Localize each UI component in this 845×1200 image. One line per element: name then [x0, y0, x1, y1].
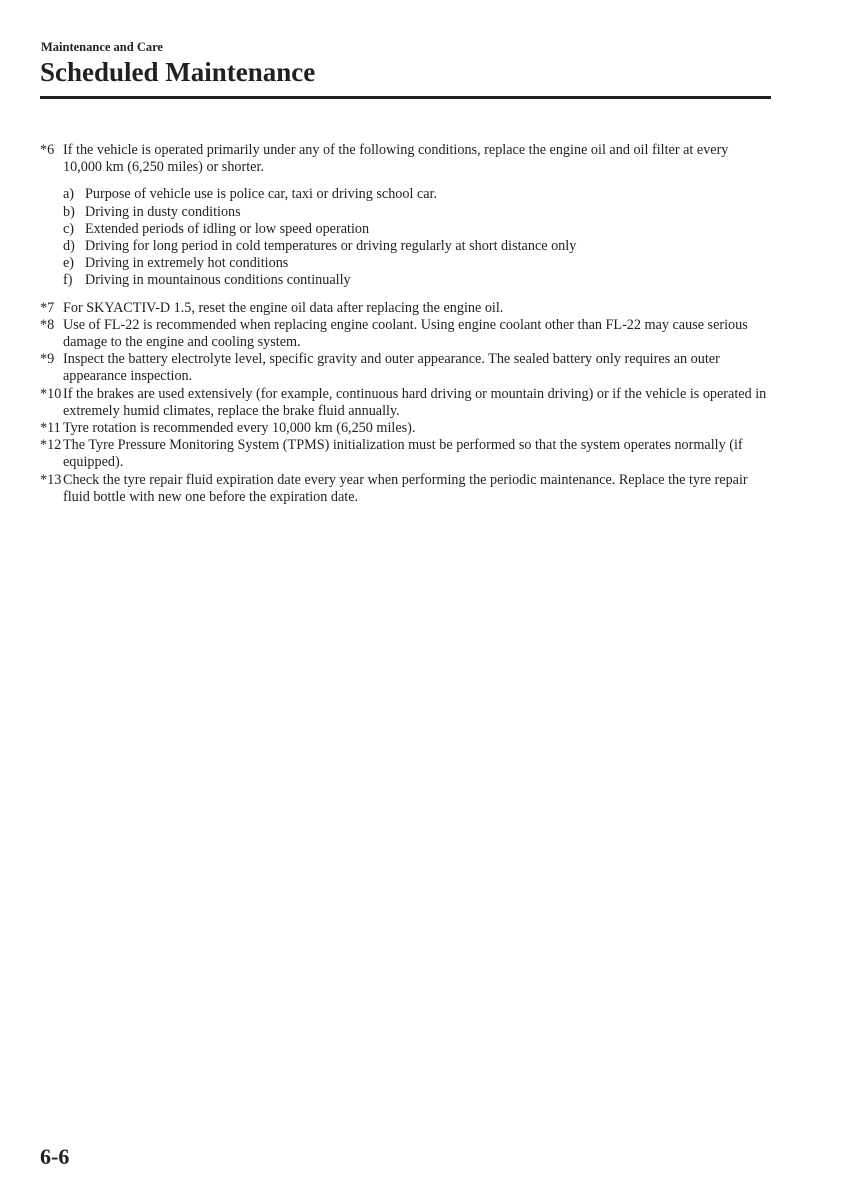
condition-list — [40, 186, 770, 289]
footnote-10 — [40, 386, 770, 420]
footnote-12 — [40, 437, 770, 471]
footnotes — [40, 142, 770, 506]
list-item — [40, 238, 770, 255]
footnote-text: Inspect the battery electrolyte level, specific gravity and outer appearance. The sealed battery only requires an outer appearance inspection. — [63, 351, 720, 385]
list-item-text: Driving in extremely hot conditions — [85, 255, 289, 272]
footnote-7 — [40, 300, 770, 317]
footnote-6 — [40, 142, 770, 176]
list-item-text: Purpose of vehicle use is police car, taxi or driving school car. — [85, 186, 438, 203]
footnote-text: Use of FL-22 is recommended when replacing engine coolant. Using engine coolant other than FL-22 may cause serious damage to the engine and cooling system. — [63, 316, 748, 351]
footnote-mark: *11 — [40, 420, 61, 437]
footnote-mark: *12 — [40, 437, 62, 454]
list-item-letter: e) — [63, 255, 75, 272]
list-item-text: Driving in dusty conditions — [85, 203, 241, 220]
footnote-mark: *9 — [40, 351, 55, 368]
list-item-letter: f) — [63, 272, 73, 289]
footnote-mark: *6 — [40, 142, 55, 158]
list-item-letter: b) — [63, 203, 75, 220]
footnote-13 — [40, 472, 770, 506]
list-item — [40, 221, 770, 238]
footnote-text: If the vehicle is operated primarily under any of the following conditions, replace the engine oil and oil filter at every 10,000 km (6,250 miles) or shorter. — [63, 142, 729, 176]
list-item-text: Extended periods of idling or low speed operation — [85, 220, 370, 237]
footnote-mark: *13 — [40, 471, 62, 488]
footnote-text: If the brakes are used extensively (for example, continuous hard driving or mountain driving) or if the vehicle is operated in extremely humid climates, replace the brake fluid annually. — [63, 385, 767, 419]
footnote-mark: *8 — [40, 316, 55, 333]
list-item-text: Driving in mountainous conditions continually — [85, 272, 351, 289]
list-item-letter: d) — [63, 238, 75, 255]
list-item — [40, 186, 770, 203]
list-item — [40, 204, 770, 221]
footnote-text: The Tyre Pressure Monitoring System (TPMS) initialization must be performed so that the system operates normally (if equipped). — [63, 437, 743, 471]
list-item-letter: c) — [63, 220, 75, 237]
footnote-mark: *7 — [40, 299, 55, 316]
footnote-text: Check the tyre repair fluid expiration date every year when performing the periodic maintenance. Replace the tyre repair fluid bottle with new one before the expiration date. — [63, 471, 748, 505]
footnote-text: Tyre rotation is recommended every 10,000 km (6,250 miles). — [63, 420, 416, 437]
page-number: 6-6 — [40, 1144, 70, 1169]
footnote-text: For SKYACTIV-D 1.5, reset the engine oil data after replacing the engine oil. — [63, 299, 504, 316]
list-item — [40, 272, 770, 289]
list-item-text: Driving for long period in cold temperatures or driving regularly at short distance only — [85, 238, 577, 255]
list-item-letter: a) — [63, 186, 75, 203]
footnote-9 — [40, 351, 770, 385]
footnote-mark: *10 — [40, 385, 62, 402]
title-divider — [40, 96, 771, 99]
list-item — [40, 255, 770, 272]
footnote-11 — [40, 420, 770, 437]
footnote-8 — [40, 317, 770, 351]
section-label: Maintenance and Care — [41, 40, 163, 54]
page-title: Scheduled Maintenance — [40, 57, 316, 87]
